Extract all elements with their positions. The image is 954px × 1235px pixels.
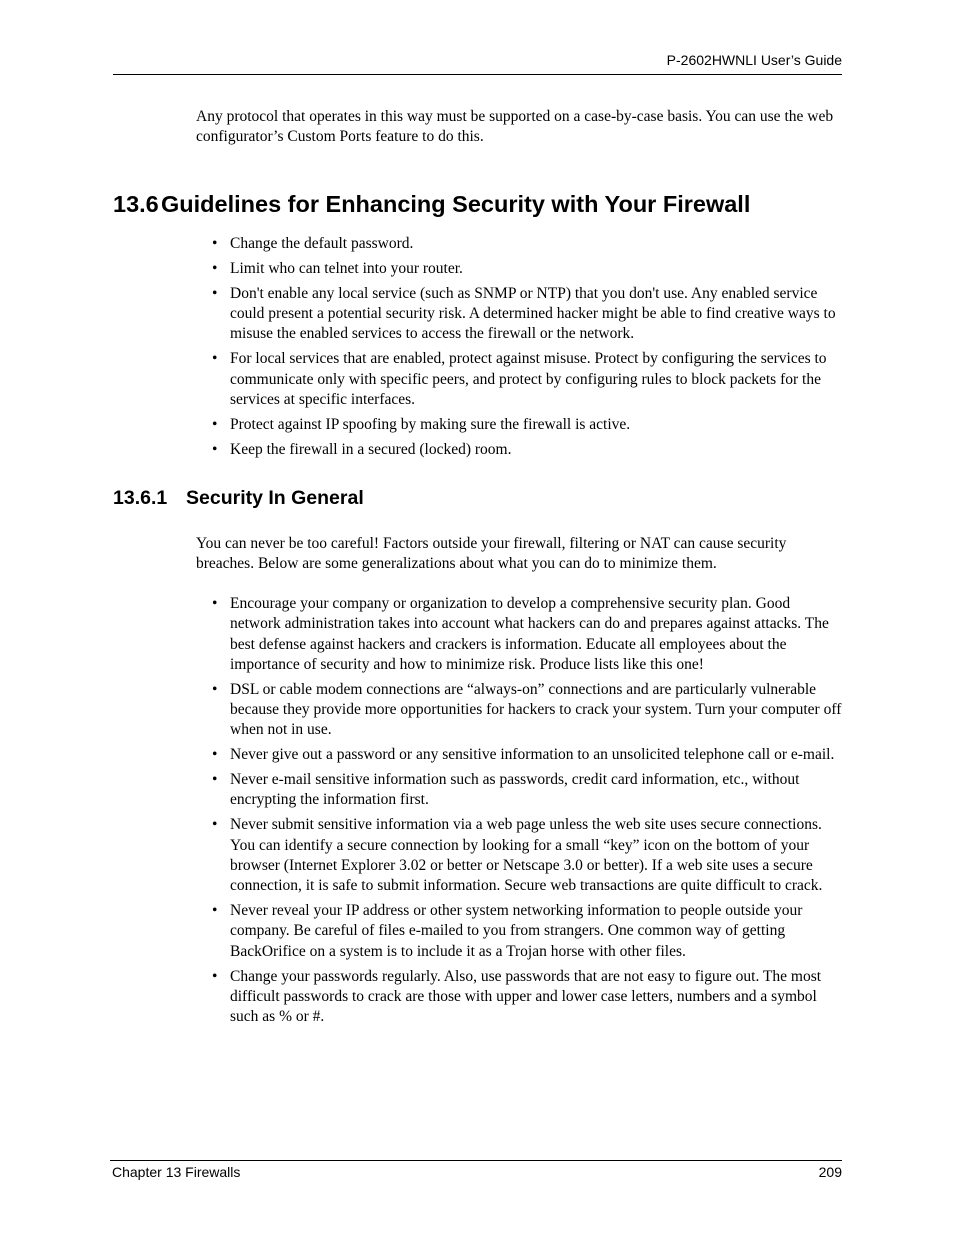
- list-item: • Never submit sensitive information via a web page unless the web site uses secure connections. You can identify a secure connection by looking for a small “key” icon on the bottom of your browser (Internet Explorer 3.02 or better or Netscape 3.0 or better). If a web site uses a secure connection, it is safe to submit information. Secure web transactions are quite difficult to crack.: [212, 816, 823, 895]
- bullet-icon: •: [212, 415, 218, 433]
- intro-paragraph: Any protocol that operates in this way must be supported on a case-by-case basis. You can use the web configurator’s Custom Ports feature to do this.: [196, 108, 834, 146]
- list-item: • For local services that are enabled, protect against misuse. Protect by configuring the services to communicate only with specific peers, and protect by configuring rules to block packets for the services at specific interfaces.: [212, 350, 827, 408]
- list-item: • Never reveal your IP address or other system networking information to people outside your company. Be careful of files e-mailed to you from strangers. One common way of getting BackOrifice on a system is to include it as a Trojan horse with other files.: [212, 902, 803, 960]
- bullet-icon: •: [212, 284, 218, 302]
- bullet-icon: •: [212, 259, 218, 277]
- list-item: • Protect against IP spoofing by making sure the firewall is active.: [212, 415, 844, 435]
- security-tips-list: [212, 594, 844, 1032]
- guide-title: P-2602HWNLI User’s Guide: [666, 52, 842, 68]
- bullet-icon: •: [212, 595, 218, 612]
- bullet-icon: •: [212, 746, 218, 764]
- list-item: • Never give out a password or any sensitive information to an unsolicited telephone call or e-mail.: [212, 745, 844, 765]
- section-title: Guidelines for Enhancing Security with Your Firewall: [161, 191, 751, 217]
- page-footer: [110, 1160, 842, 1185]
- subsection-heading: [113, 485, 364, 511]
- list-item: • Keep the firewall in a secured (locked) room.: [212, 440, 844, 460]
- list-item: • Encourage your company or organization to develop a comprehensive security plan. Good network administration takes into account what hackers can do and prepares against attacks. The best defense against hackers and crackers is information. Educate all employees about the importance of security and how to minimize risk. Produce lists like this one!: [212, 595, 829, 673]
- section-number: 13.6: [113, 191, 159, 217]
- footer-chapter: Chapter 13 Firewalls: [112, 1164, 241, 1180]
- page-number: 209: [818, 1164, 842, 1180]
- bullet-icon: •: [212, 967, 218, 985]
- page-header: [113, 50, 842, 75]
- subsection-number: 13.6.1: [113, 487, 168, 509]
- list-item: • Don't enable any local service (such as SNMP or NTP) that you don't use. Any enabled service could present a potential security risk. A determined hacker might be able to find creative ways to misuse the enabled services to access the firewall or the network.: [212, 284, 836, 343]
- list-item: • Change the default password.: [212, 234, 844, 254]
- subsection-title: Security In General: [186, 487, 364, 509]
- bullet-icon: •: [212, 350, 218, 368]
- bullet-icon: •: [212, 235, 218, 252]
- section-heading: [113, 189, 750, 219]
- bullet-icon: •: [212, 771, 218, 789]
- list-item: • Limit who can telnet into your router.: [212, 259, 844, 279]
- subsection-paragraph: You can never be too careful! Factors outside your firewall, filtering or NAT can cause security breaches. Below are some generalizations about what you can do to minimize them.: [196, 535, 787, 573]
- bullet-icon: •: [212, 680, 218, 698]
- list-item: • DSL or cable modem connections are “always-on” connections and are particularly vulnerable because they provide more opportunities for hackers to crack your system. Turn your computer off when not in use.: [212, 680, 842, 739]
- guidelines-list: [212, 234, 844, 465]
- bullet-icon: •: [212, 440, 218, 458]
- list-item: • Never e-mail sensitive information such as passwords, credit card information, etc., without encrypting the information first.: [212, 771, 800, 809]
- list-item: • Change your passwords regularly. Also, use passwords that are not easy to figure out. The most difficult passwords to crack are those with upper and lower case letters, numbers and a symbol such as % or #.: [212, 967, 822, 1026]
- bullet-icon: •: [212, 902, 218, 920]
- bullet-icon: •: [212, 816, 218, 834]
